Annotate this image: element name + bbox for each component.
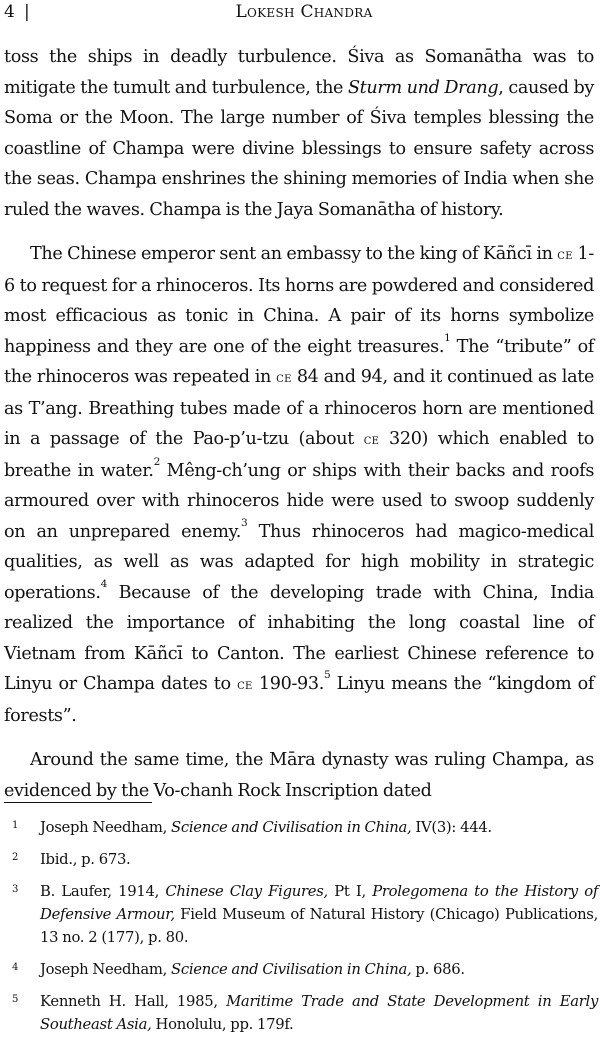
footnote-text: Ibid., p. 673. xyxy=(40,851,131,868)
text-span: Around the same time, the Māra dynasty was ruling Champa, as evidenced by the Vo-chanh Rock Inscription dated xyxy=(4,750,594,801)
era-abbrev: ce xyxy=(363,432,380,448)
text-span: The Chinese emperor sent an embassy to the king of Kāñcī in xyxy=(30,244,558,264)
italic-phrase: Sturm und Drang xyxy=(347,77,499,98)
text-span: 190-93. xyxy=(252,674,324,694)
text-span: Mêng-ch’ung or ships with their backs and roofs armoured over with rhinoceros hide were used to swoop suddenly on an unprepared enemy. xyxy=(4,460,594,542)
paragraph-2 xyxy=(4,239,594,731)
footnote-ref[interactable]: 2 xyxy=(153,455,160,468)
running-head-author: Lokesh Chandra xyxy=(235,2,373,22)
footnote-text: Joseph Needham, xyxy=(40,961,172,978)
text-span: Thus rhinoceros had magico-medical qualities, as well as was adapted for high mobility in strategic operations. xyxy=(4,521,594,603)
footnote-1 xyxy=(4,816,598,839)
text-span: Linyu means the “kingdom of forests”. xyxy=(4,674,594,726)
paragraph-1 xyxy=(4,42,594,225)
footnote-number: 4 xyxy=(12,962,19,973)
footnote-ref[interactable]: 4 xyxy=(100,577,107,590)
footnote-ref[interactable]: 5 xyxy=(323,669,331,681)
text-span: , caused by Soma or the Moon. The large number of Śiva temples blessing the coastline of Champa were divine blessings to ensure safety across the seas. Champa enshrines the shining memories of India when she ruled the waves. Champa is the Jaya Somanātha of history. xyxy=(4,77,595,220)
footnote-ref[interactable]: 1 xyxy=(444,331,451,344)
footnote-number: 1 xyxy=(12,820,19,831)
running-head xyxy=(4,0,594,26)
footnote-text: IV(3): 444. xyxy=(411,819,492,836)
footnote-text: B. Laufer, 1914, xyxy=(40,883,166,900)
footnote-rule xyxy=(4,802,152,803)
footnote-text: p. 686. xyxy=(411,961,465,978)
footnote-text: Joseph Needham, xyxy=(40,819,172,836)
text-span: 320) which enabled to breathe in water. xyxy=(4,429,594,481)
footnote-title: Chinese Clay Figures, xyxy=(165,883,328,900)
footnote-text: Kenneth H. Hall, 1985, xyxy=(40,993,227,1010)
paragraph-3 xyxy=(4,745,594,806)
footnote-number: 2 xyxy=(12,852,19,863)
footnotes xyxy=(4,816,598,1045)
footnote-text: Field Museum of Natural History (Chicago) Publications, 13 no. 2 (177), p. 80. xyxy=(40,906,599,946)
footnote-5 xyxy=(4,990,598,1036)
text-span: toss the ships in deadly turbulence. Śiva as Somanātha was to mitigate the tumult and turbulence, the xyxy=(4,47,594,98)
footnote-2 xyxy=(4,848,598,871)
footnote-ref[interactable]: 3 xyxy=(241,516,248,529)
era-abbrev: ce xyxy=(276,370,292,386)
footnote-title: Science and Civilisation in China, xyxy=(171,819,412,836)
footnote-text: Honolulu, pp. 179f. xyxy=(151,1016,294,1033)
era-abbrev: ce xyxy=(237,677,253,693)
text-span: Because of the developing trade with China, India realized the importance of inhabiting the long coastal line of Vietnam from Kāñcī to Canton. The earliest Chinese reference to Linyu or Champa dates to xyxy=(4,582,594,694)
footnote-title: Prolegomena to the History of Defensive Armour, xyxy=(40,883,598,923)
era-abbrev: ce xyxy=(557,247,573,263)
header-separator: | xyxy=(24,2,31,22)
text-span: 84 and 94, and it continued as late as T’ang. Breathing tubes made of a rhinoceros horn are mentioned in a passage of the Pao-p’u-tzu (about xyxy=(4,367,595,449)
text-span: 1-6 to request for a rhinoceros. Its horns are powdered and considered most efficacious as tonic in China. A pair of its horns symbolize happiness and they are one of the eight treasures. xyxy=(4,244,594,357)
footnote-text: Pt I, xyxy=(327,883,373,900)
footnote-3 xyxy=(4,880,598,949)
page-number: 4 xyxy=(4,2,16,22)
footnote-title: Maritime Trade and State Development in Early Southeast Asia, xyxy=(40,993,599,1033)
footnote-number: 5 xyxy=(12,994,19,1005)
body-text xyxy=(4,42,594,820)
footnote-number: 3 xyxy=(12,884,19,895)
footnote-4 xyxy=(4,958,598,981)
text-span: The “tribute” of the rhinoceros was repeated in xyxy=(4,336,594,387)
footnote-title: Science and Civilisation in China, xyxy=(171,961,412,978)
